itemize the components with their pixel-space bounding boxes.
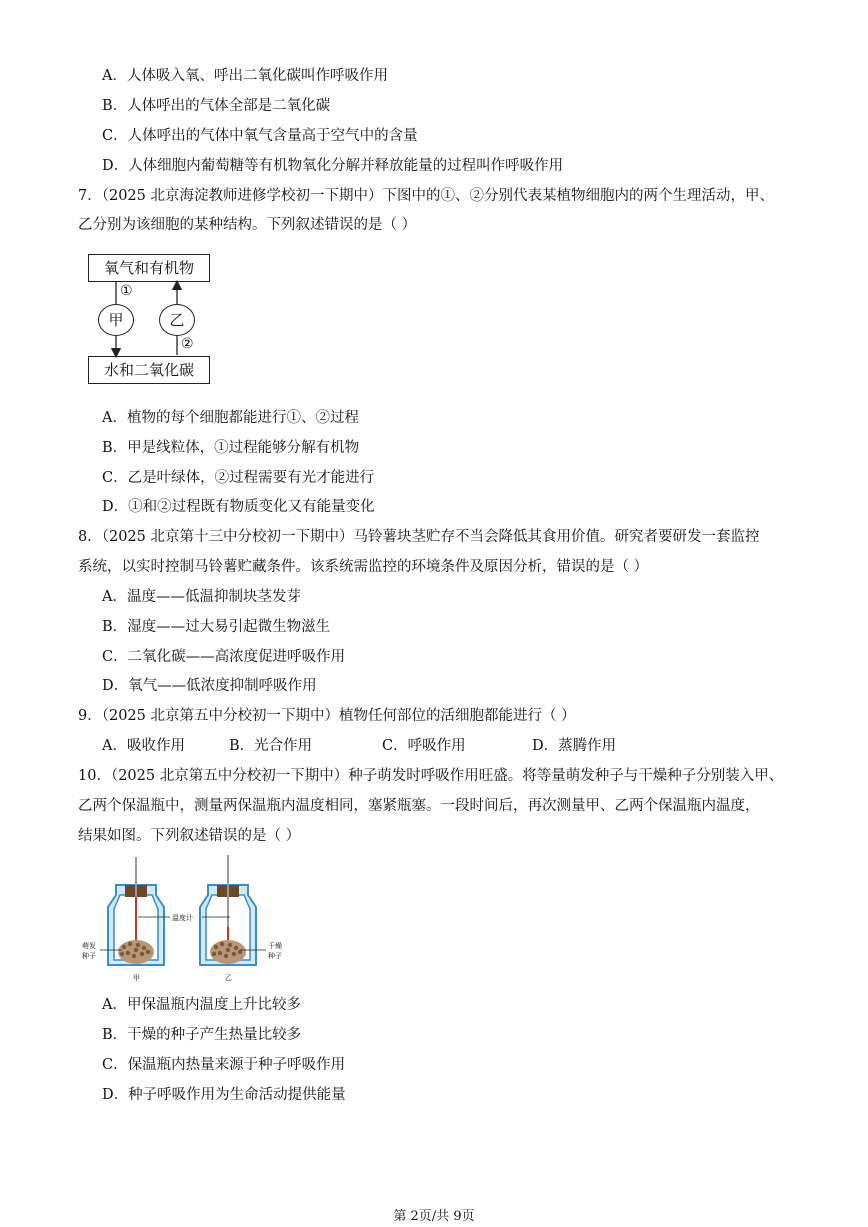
q8-option-a: A．温度——低温抑制块茎发芽 — [102, 589, 301, 605]
germinating-seed-label-2: 种子 — [82, 952, 96, 960]
q6-option-d: D．人体细胞内葡萄糖等有机物氧化分解并释放能量的过程叫作呼吸作用 — [102, 158, 564, 174]
page-footer: 第 2页/共 9页 — [393, 1209, 475, 1224]
q8-stem-line1: 8．（2025 北京第十三中分校初一下期中）马铃薯块茎贮存不当会降低其食用价值。研究者要研发一套监控 — [78, 529, 760, 545]
q9-option-c: C．呼吸作用 — [382, 738, 466, 754]
q10-stem-line2: 乙两个保温瓶中，测量两保温瓶内温度相同，塞紧瓶塞。一段时间后，再次测量甲、乙两个保温瓶内温度， — [78, 798, 760, 814]
q9-stem: 9．（2025 北京第五中分校初一下期中）植物任何部位的活细胞都能进行（ ） — [78, 708, 576, 724]
dry-seed-label-2: 种子 — [268, 952, 282, 960]
q9-option-d: D．蒸腾作用 — [532, 738, 617, 754]
diagram-bottom-box: 水和二氧化碳 — [88, 356, 210, 384]
q8-stem-line2: 系统，以实时控制马铃薯贮藏条件。该系统需监控的环境条件及原因分析，错误的是（ ） — [78, 559, 649, 575]
q6-option-c: C．人体呼出的气体中氧气含量高于空气中的含量 — [102, 128, 418, 144]
q7-option-b: B．甲是线粒体，①过程能够分解有机物 — [102, 440, 360, 456]
q8-option-d: D．氧气——低浓度抑制呼吸作用 — [102, 678, 317, 694]
q7-diagram — [88, 254, 218, 386]
q8-option-b: B．湿度——过大易引起微生物滋生 — [102, 619, 331, 635]
q10-option-b: B．干燥的种子产生热量比较多 — [102, 1027, 302, 1043]
thermos-jia — [108, 857, 164, 965]
q10-thermos-figure — [78, 855, 298, 985]
q7-stem-line1: 7．（2025 北京海淀教师进修学校初一下期中）下图中的①、②分别代表某植物细胞内的两个生理活动，甲、 — [78, 188, 774, 204]
q10-option-a: A．甲保温瓶内温度上升比较多 — [102, 997, 301, 1013]
q7-stem-line2: 乙分别为该细胞的某种结构。下列叙述错误的是（ ） — [78, 217, 417, 233]
diagram-circle-yi: 乙 — [159, 304, 195, 336]
q6-option-b: B．人体呼出的气体全部是二氧化碳 — [102, 98, 331, 114]
thermometer-label: 温度计 — [172, 914, 193, 922]
diagram-circle-jia: 甲 — [98, 304, 134, 336]
q6-option-a: A．人体吸入氧、呼出二氧化碳叫作呼吸作用 — [102, 68, 388, 84]
q10-option-d: D．种子呼吸作用为生命活动提供能量 — [102, 1087, 346, 1103]
diagram-top-box: 氧气和有机物 — [88, 254, 210, 282]
q10-stem-line3: 结果如图。下列叙述错误的是（ ） — [78, 828, 301, 844]
dry-seed-label-1: 干燥 — [268, 942, 282, 950]
thermos-yi — [200, 855, 256, 965]
diagram-label-1: ① — [120, 283, 133, 299]
germinating-seed-label-1: 萌发 — [82, 942, 96, 950]
q10-option-c: C．保温瓶内热量来源于种子呼吸作用 — [102, 1057, 346, 1073]
q8-option-c: C．二氧化碳——高浓度促进呼吸作用 — [102, 649, 346, 665]
diagram-label-2: ② — [181, 336, 194, 352]
q9-option-a: A．吸收作用 — [102, 738, 185, 754]
jar-label-jia: 甲 — [133, 974, 140, 982]
jar-label-yi: 乙 — [225, 974, 232, 982]
q7-option-d: D．①和②过程既有物质变化又有能量变化 — [102, 499, 375, 515]
q10-stem-line1: 10．（2025 北京第五中分校初一下期中）种子萌发时呼吸作用旺盛。将等量萌发种子与干燥种子分别装入甲、 — [78, 768, 784, 784]
q7-option-c: C．乙是叶绿体，②过程需要有光才能进行 — [102, 470, 375, 486]
q7-option-a: A．植物的每个细胞都能进行①、②过程 — [102, 410, 359, 426]
q9-option-b: B．光合作用 — [229, 738, 313, 754]
